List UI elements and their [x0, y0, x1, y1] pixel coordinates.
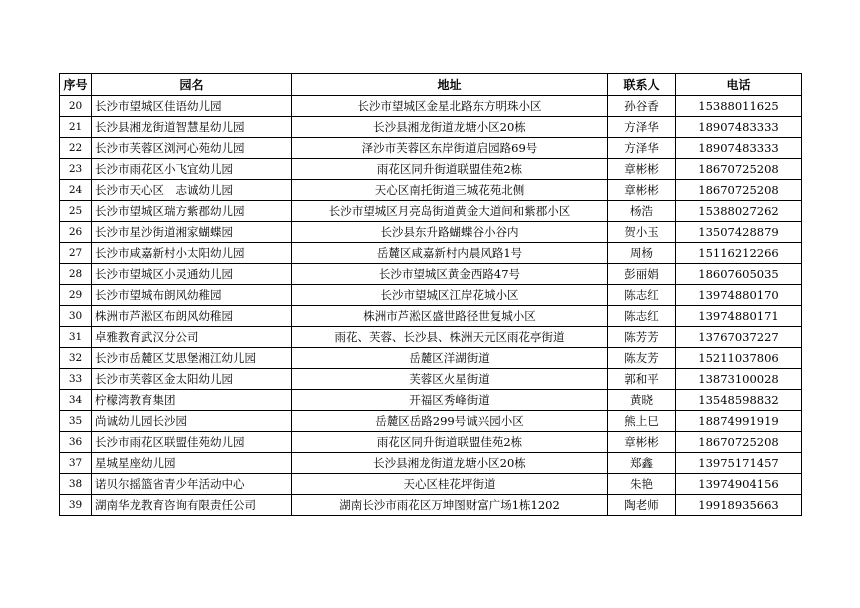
- cell-address: 雨花区同升街道联盟佳苑2栋: [292, 432, 608, 453]
- cell-kindergarten-name: 长沙市雨花区联盟佳苑幼儿园: [92, 432, 292, 453]
- table-row: [60, 117, 802, 138]
- cell-number: 38: [60, 474, 92, 495]
- cell-number: 32: [60, 348, 92, 369]
- table-row: [60, 96, 802, 117]
- table-row: [60, 138, 802, 159]
- cell-kindergarten-name: 长沙市望城区小灵通幼儿园: [92, 264, 292, 285]
- cell-phone: 15211037806: [676, 348, 802, 369]
- cell-contact-person: 陈志红: [608, 306, 676, 327]
- table-body: [60, 96, 802, 516]
- cell-kindergarten-name: 长沙市天心区 志诚幼儿园: [92, 180, 292, 201]
- cell-kindergarten-name: 长沙市芙蓉区浏河心苑幼儿园: [92, 138, 292, 159]
- cell-phone: 13767037227: [676, 327, 802, 348]
- cell-kindergarten-name: 长沙市望城区瑞方紫郡幼儿园: [92, 201, 292, 222]
- cell-address: 长沙市望城区江岸花城小区: [292, 285, 608, 306]
- cell-contact-person: 方泽华: [608, 117, 676, 138]
- cell-address: 长沙市望城区金星北路东方明珠小区: [292, 96, 608, 117]
- cell-contact-person: 贺小玉: [608, 222, 676, 243]
- cell-number: 25: [60, 201, 92, 222]
- cell-kindergarten-name: 柠檬湾教育集团: [92, 390, 292, 411]
- cell-kindergarten-name: 尚诚幼儿园长沙园: [92, 411, 292, 432]
- cell-number: 36: [60, 432, 92, 453]
- cell-address: 长沙市望城区黄金西路47号: [292, 264, 608, 285]
- cell-kindergarten-name: 星城星座幼儿园: [92, 453, 292, 474]
- cell-number: 28: [60, 264, 92, 285]
- cell-phone: 13974904156: [676, 474, 802, 495]
- cell-number: 37: [60, 453, 92, 474]
- cell-kindergarten-name: 长沙市星沙街道湘家蝴蝶园: [92, 222, 292, 243]
- cell-number: 33: [60, 369, 92, 390]
- cell-phone: 18670725208: [676, 180, 802, 201]
- cell-address: 株洲市芦淞区盛世路径世复城小区: [292, 306, 608, 327]
- table-row: [60, 264, 802, 285]
- cell-number: 35: [60, 411, 92, 432]
- table-row: [60, 201, 802, 222]
- cell-number: 34: [60, 390, 92, 411]
- table-row: [60, 390, 802, 411]
- cell-number: 22: [60, 138, 92, 159]
- table-row: [60, 222, 802, 243]
- cell-phone: 13975171457: [676, 453, 802, 474]
- cell-kindergarten-name: 长沙市咸嘉新村小太阳幼儿园: [92, 243, 292, 264]
- cell-phone: 18907483333: [676, 138, 802, 159]
- cell-phone: 13974880170: [676, 285, 802, 306]
- cell-phone: 15116212266: [676, 243, 802, 264]
- cell-kindergarten-name: 诺贝尔摇篮省青少年活动中心: [92, 474, 292, 495]
- table-row: [60, 306, 802, 327]
- cell-contact-person: 陈友芳: [608, 348, 676, 369]
- cell-phone: 15388011625: [676, 96, 802, 117]
- cell-number: 20: [60, 96, 92, 117]
- cell-address: 长沙县湘龙街道龙塘小区20栋: [292, 117, 608, 138]
- cell-number: 21: [60, 117, 92, 138]
- cell-contact-person: 章彬彬: [608, 180, 676, 201]
- cell-contact-person: 陈芳芳: [608, 327, 676, 348]
- cell-kindergarten-name: 长沙市望城区佳语幼儿园: [92, 96, 292, 117]
- cell-phone: 13548598832: [676, 390, 802, 411]
- cell-number: 39: [60, 495, 92, 516]
- cell-number: 31: [60, 327, 92, 348]
- cell-address: 开福区秀峰街道: [292, 390, 608, 411]
- cell-contact-person: 黄晓: [608, 390, 676, 411]
- cell-phone: 18607605035: [676, 264, 802, 285]
- cell-kindergarten-name: 湖南华龙教育咨询有限责任公司: [92, 495, 292, 516]
- cell-contact-person: 方泽华: [608, 138, 676, 159]
- cell-phone: 18874991919: [676, 411, 802, 432]
- cell-address: 雨花、芙蓉、长沙县、株洲天元区雨花亭街道: [292, 327, 608, 348]
- cell-number: 29: [60, 285, 92, 306]
- table-row: [60, 327, 802, 348]
- cell-address: 泽沙市芙蓉区东岸街道启园路69号: [292, 138, 608, 159]
- table-row: [60, 180, 802, 201]
- cell-contact-person: 章彬彬: [608, 432, 676, 453]
- cell-address: 芙蓉区火星街道: [292, 369, 608, 390]
- header-kindergarten-name: 园名: [92, 74, 292, 96]
- cell-phone: 18907483333: [676, 117, 802, 138]
- header-contact-person: 联系人: [608, 74, 676, 96]
- cell-address: 长沙县东升路蝴蝶谷小谷内: [292, 222, 608, 243]
- cell-number: 24: [60, 180, 92, 201]
- header-phone: 电话: [676, 74, 802, 96]
- cell-contact-person: 彭丽娟: [608, 264, 676, 285]
- cell-address: 雨花区同升街道联盟佳苑2栋: [292, 159, 608, 180]
- cell-contact-person: 章彬彬: [608, 159, 676, 180]
- table-row: [60, 411, 802, 432]
- cell-number: 26: [60, 222, 92, 243]
- cell-kindergarten-name: 长沙市岳麓区艾思堡湘江幼儿园: [92, 348, 292, 369]
- table-row: [60, 432, 802, 453]
- cell-contact-person: 陈志红: [608, 285, 676, 306]
- cell-address: 长沙市望城区月亮岛街道黄金大道间和紫郡小区: [292, 201, 608, 222]
- kindergarten-contact-table: [59, 73, 802, 516]
- cell-phone: 19918935663: [676, 495, 802, 516]
- cell-contact-person: 陶老师: [608, 495, 676, 516]
- table-row: [60, 495, 802, 516]
- cell-phone: 18670725208: [676, 432, 802, 453]
- cell-address: 岳麓区咸嘉新村内晨风路1号: [292, 243, 608, 264]
- table-row: [60, 159, 802, 180]
- cell-address: 岳麓区岳路299号诚兴园小区: [292, 411, 608, 432]
- cell-kindergarten-name: 长沙市芙蓉区金太阳幼儿园: [92, 369, 292, 390]
- table-row: [60, 243, 802, 264]
- cell-address: 湖南长沙市雨花区万坤图财富广场1栋1202: [292, 495, 608, 516]
- cell-contact-person: 孙谷香: [608, 96, 676, 117]
- table-row: [60, 348, 802, 369]
- cell-address: 天心区桂花坪街道: [292, 474, 608, 495]
- cell-contact-person: 朱艳: [608, 474, 676, 495]
- cell-number: 30: [60, 306, 92, 327]
- cell-number: 23: [60, 159, 92, 180]
- cell-phone: 13974880171: [676, 306, 802, 327]
- cell-contact-person: 郭和平: [608, 369, 676, 390]
- cell-phone: 13873100028: [676, 369, 802, 390]
- cell-kindergarten-name: 长沙市望城布朗风幼稚园: [92, 285, 292, 306]
- cell-address: 长沙县湘龙街道龙塘小区20栋: [292, 453, 608, 474]
- cell-kindergarten-name: 长沙市雨花区小飞宜幼儿园: [92, 159, 292, 180]
- cell-phone: 18670725208: [676, 159, 802, 180]
- table-row: [60, 474, 802, 495]
- cell-kindergarten-name: 株洲市芦淞区布朗风幼稚园: [92, 306, 292, 327]
- table-row: [60, 369, 802, 390]
- cell-kindergarten-name: 长沙县湘龙街道智慧星幼儿园: [92, 117, 292, 138]
- header-address: 地址: [292, 74, 608, 96]
- table-row: [60, 285, 802, 306]
- cell-contact-person: 杨浩: [608, 201, 676, 222]
- cell-number: 27: [60, 243, 92, 264]
- cell-contact-person: 熊上巳: [608, 411, 676, 432]
- cell-kindergarten-name: 卓雅教育武汉分公司: [92, 327, 292, 348]
- table-header-row: [60, 74, 802, 96]
- cell-address: 天心区南托街道三城花苑北侧: [292, 180, 608, 201]
- table-row: [60, 453, 802, 474]
- cell-phone: 15388027262: [676, 201, 802, 222]
- cell-address: 岳麓区洋湖街道: [292, 348, 608, 369]
- header-number: 序号: [60, 74, 92, 96]
- cell-contact-person: 郑鑫: [608, 453, 676, 474]
- kindergarten-contact-table-sheet: [59, 73, 801, 516]
- cell-contact-person: 周杨: [608, 243, 676, 264]
- cell-phone: 13507428879: [676, 222, 802, 243]
